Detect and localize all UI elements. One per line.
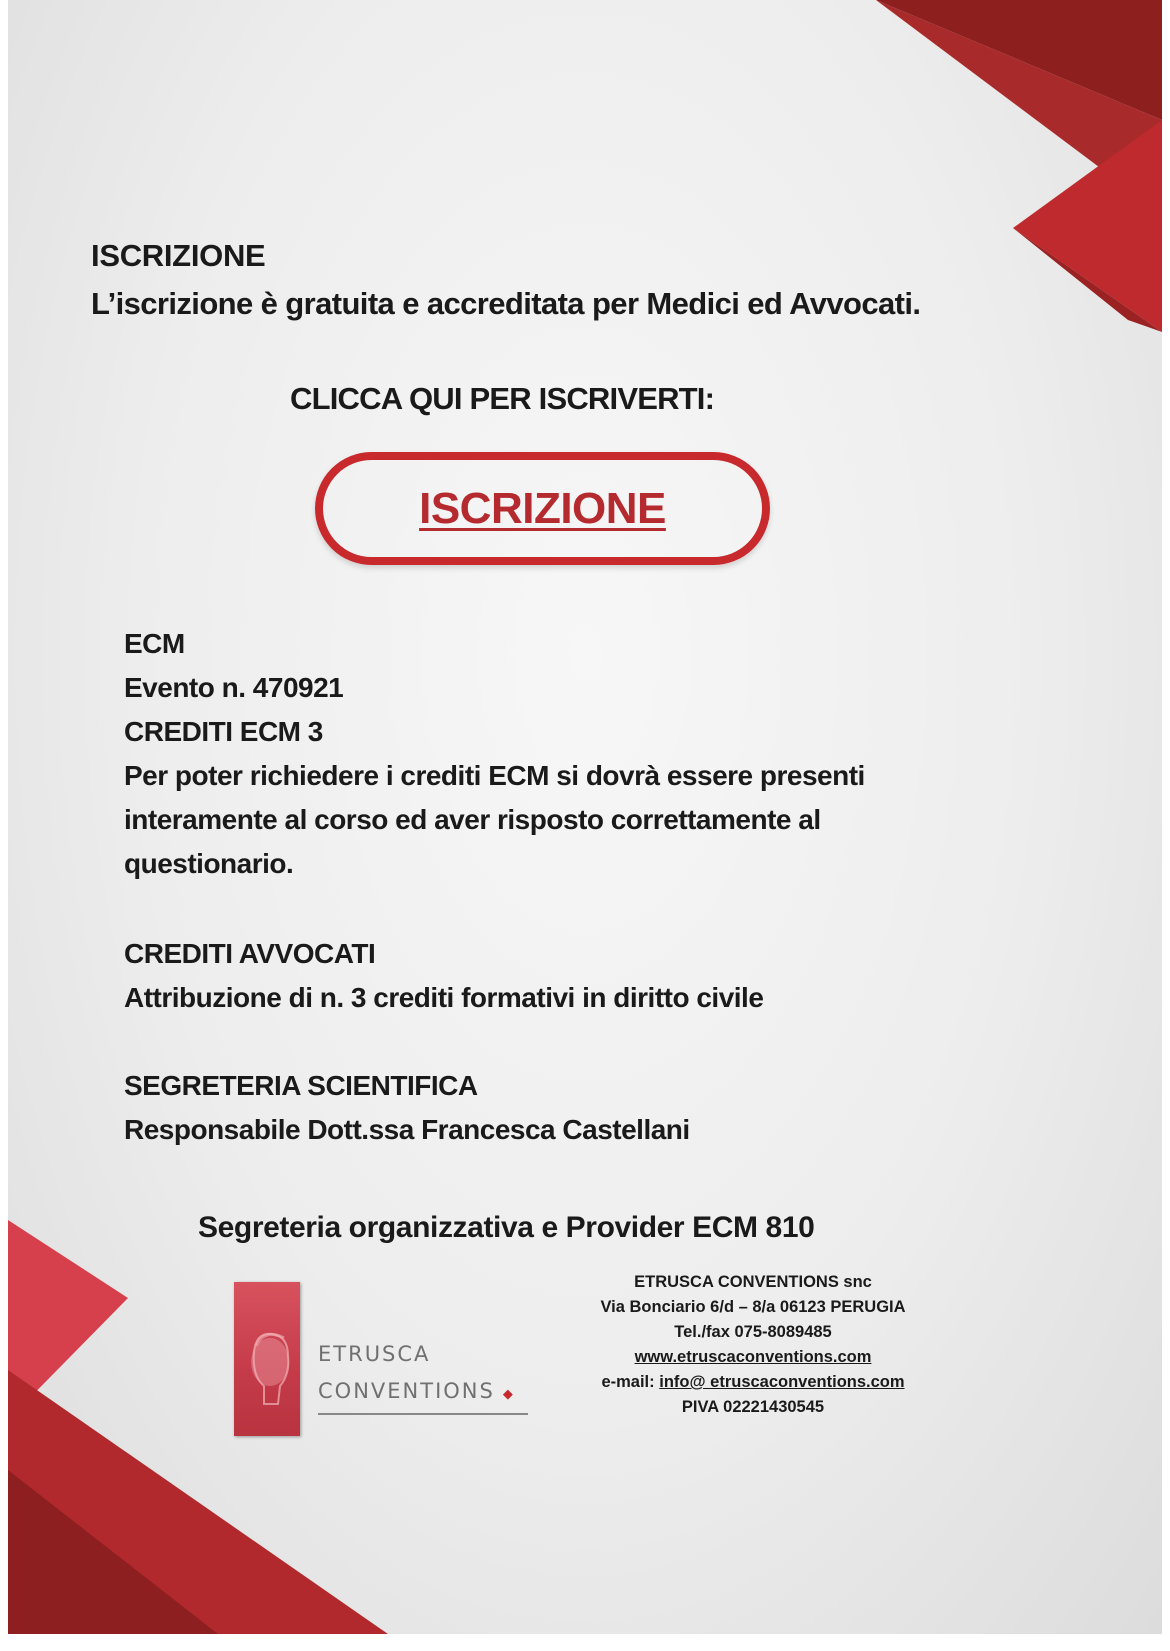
company-vat: PIVA 02221430545 bbox=[681, 1398, 825, 1416]
ecm-note-line-2: interamente al corso ed aver risposto correttamente al bbox=[124, 804, 821, 835]
website-link[interactable]: www.etruscaconventions.com bbox=[634, 1348, 872, 1366]
organizer-heading: Segreteria organizzativa e Provider ECM 810 bbox=[198, 1211, 815, 1244]
diamond-icon: ◆ bbox=[502, 1387, 515, 1402]
etrusca-head-icon bbox=[234, 1282, 300, 1436]
email-row bbox=[568, 1370, 938, 1395]
logo-wordmark-line-1: ETRUSCA bbox=[318, 1342, 431, 1366]
cta-label: CLICCA QUI PER ISCRIVERTI: bbox=[290, 381, 715, 416]
ecm-note-line-1: Per poter richiedere i crediti ECM si dovrà essere presenti bbox=[124, 760, 865, 791]
registration-subtitle: L’iscrizione è gratuita e accreditata per Medici ed Avvocati. bbox=[91, 286, 921, 321]
lawyers-credits-text: Attribuzione di n. 3 crediti formativi in diritto civile bbox=[124, 982, 764, 1013]
email-link[interactable]: info@ etruscaconventions.com bbox=[659, 1373, 905, 1391]
company-address: Via Bonciario 6/d – 8/a 06123 PERUGIA bbox=[600, 1298, 906, 1316]
logo-underline bbox=[318, 1413, 528, 1415]
scientific-secretary-text: Responsabile Dott.ssa Francesca Castellani bbox=[124, 1114, 690, 1145]
ecm-note-line-3: questionario. bbox=[124, 848, 294, 879]
email-label: e-mail: bbox=[601, 1373, 655, 1391]
company-phone: Tel./fax 075-8089485 bbox=[674, 1323, 832, 1341]
logo-wordmark-line-2-text: CONVENTIONS bbox=[318, 1379, 495, 1403]
registration-title: ISCRIZIONE bbox=[91, 238, 266, 273]
ecm-credits: CREDITI ECM 3 bbox=[124, 716, 323, 747]
register-button-label: ISCRIZIONE bbox=[419, 483, 666, 533]
logo-wordmark-line-2 bbox=[318, 1379, 515, 1403]
ecm-event: Evento n. 470921 bbox=[124, 672, 344, 703]
register-button[interactable] bbox=[315, 452, 770, 565]
scientific-secretary-title: SEGRETERIA SCIENTIFICA bbox=[124, 1070, 478, 1101]
flyer-page bbox=[8, 0, 1162, 1634]
lawyers-credits-title: CREDITI AVVOCATI bbox=[124, 938, 376, 969]
contact-block bbox=[568, 1270, 938, 1420]
etrusca-logo-mark bbox=[234, 1282, 300, 1436]
ecm-title: ECM bbox=[124, 628, 185, 659]
company-name: ETRUSCA CONVENTIONS snc bbox=[634, 1273, 872, 1291]
